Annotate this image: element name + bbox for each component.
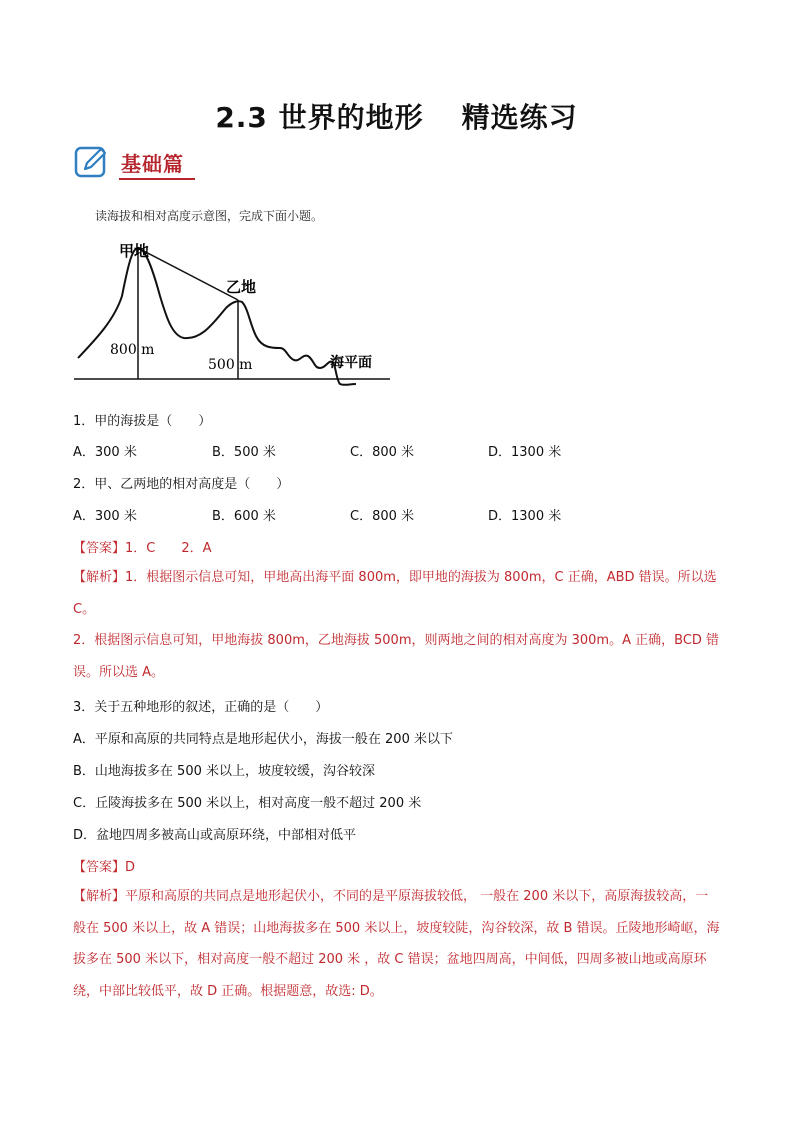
page-title (0, 96, 793, 136)
q2-option-d: D．1300 米 (488, 509, 562, 524)
q2-stem: 2．甲、乙两地的相对高度是（ ） (73, 477, 290, 492)
banner-label: 基础篇 (121, 152, 184, 176)
q1-option-a: A．300 米 (73, 445, 137, 460)
pencil-note-icon (74, 144, 110, 180)
label-yi: 乙地 (226, 278, 257, 296)
label-800m: 800 m (110, 342, 155, 358)
answer-tag: 【答案】 (73, 541, 126, 556)
elevation-diagram (74, 236, 404, 386)
answer-q3 (73, 856, 135, 875)
q3-option-c: C．丘陵海拔多在 500 米以上，相对高度一般不超过 200 米 (73, 796, 422, 811)
label-sea-level: 海平面 (330, 355, 372, 371)
analysis3-tag: 【解析】 (73, 889, 126, 904)
q1-option-c: C．800 米 (350, 445, 415, 460)
section-banner (74, 142, 198, 188)
analysis-q1 (73, 562, 721, 625)
q1-stem: 1．甲的海拔是（ ） (73, 414, 212, 429)
q3-option-b: B．山地海拔多在 500 米以上，坡度较缓，沟谷较深 (73, 764, 375, 779)
answer-text: 1．C 2．A (125, 541, 212, 556)
q2-option-c: C．800 米 (350, 509, 415, 524)
title-main: 2.3 世界的地形 (215, 101, 424, 134)
q1-options (73, 441, 633, 461)
answer-q1-q2 (73, 537, 212, 556)
analysis-tag: 【解析】 (73, 570, 126, 585)
answer3-tag: 【答案】 (73, 860, 126, 875)
analysis-q2: 2．根据图示信息可知，甲地海拔 800m，乙地海拔 500m，则两地之间的相对高度为 300m。A 正确，BCD 错误。所以选 A。 (73, 633, 720, 680)
q3-stem: 3．关于五种地形的叙述，正确的是（ ） (73, 700, 329, 715)
q3-option-d: D．盆地四周多被高山或高原环绕，中部相对低平 (73, 828, 357, 843)
q1-option-b: B．500 米 (212, 445, 276, 460)
banner-underline (119, 178, 195, 180)
q2-options (73, 505, 633, 525)
analysis-q1-text: 1．根据图示信息可知，甲地高出海平面 800m，即甲地的海拔为 800m，C 正确，ABD 错误。所以选 C。 (73, 570, 717, 617)
label-500m: 500 m (208, 357, 253, 373)
title-sub: 精选练习 (461, 101, 578, 134)
q2-option-a: A．300 米 (73, 509, 137, 524)
answer3-text: D (125, 860, 136, 875)
label-jia: 甲地 (119, 242, 150, 260)
q3-option-a: A．平原和高原的共同特点是地形起伏小，海拔一般在 200 米以下 (73, 732, 453, 747)
analysis-q3 (73, 881, 721, 1007)
q1-option-d: D．1300 米 (488, 445, 562, 460)
q2-option-b: B．600 米 (212, 509, 276, 524)
intro-text: 读海拔和相对高度示意图，完成下面小题。 (95, 209, 324, 223)
analysis3-text: 平原和高原的共同点是地形起伏小，不同的是平原海拔较低， 一般在 200 米以下，高原海拔较高，一般在 500 米以上，故 A 错误；山地海拔多在 500 米以上，坡度较陡，沟谷较深，故 B 错误。丘陵地形崎岖，海拔多在 500 米以下，相对高度一般不超过 200 米 ，故 C 错误；盆地四周高，中间低，四周多被山地或高原环绕，中部比较低平，故 D 正确。根据题意，故选: D。 (73, 889, 720, 999)
